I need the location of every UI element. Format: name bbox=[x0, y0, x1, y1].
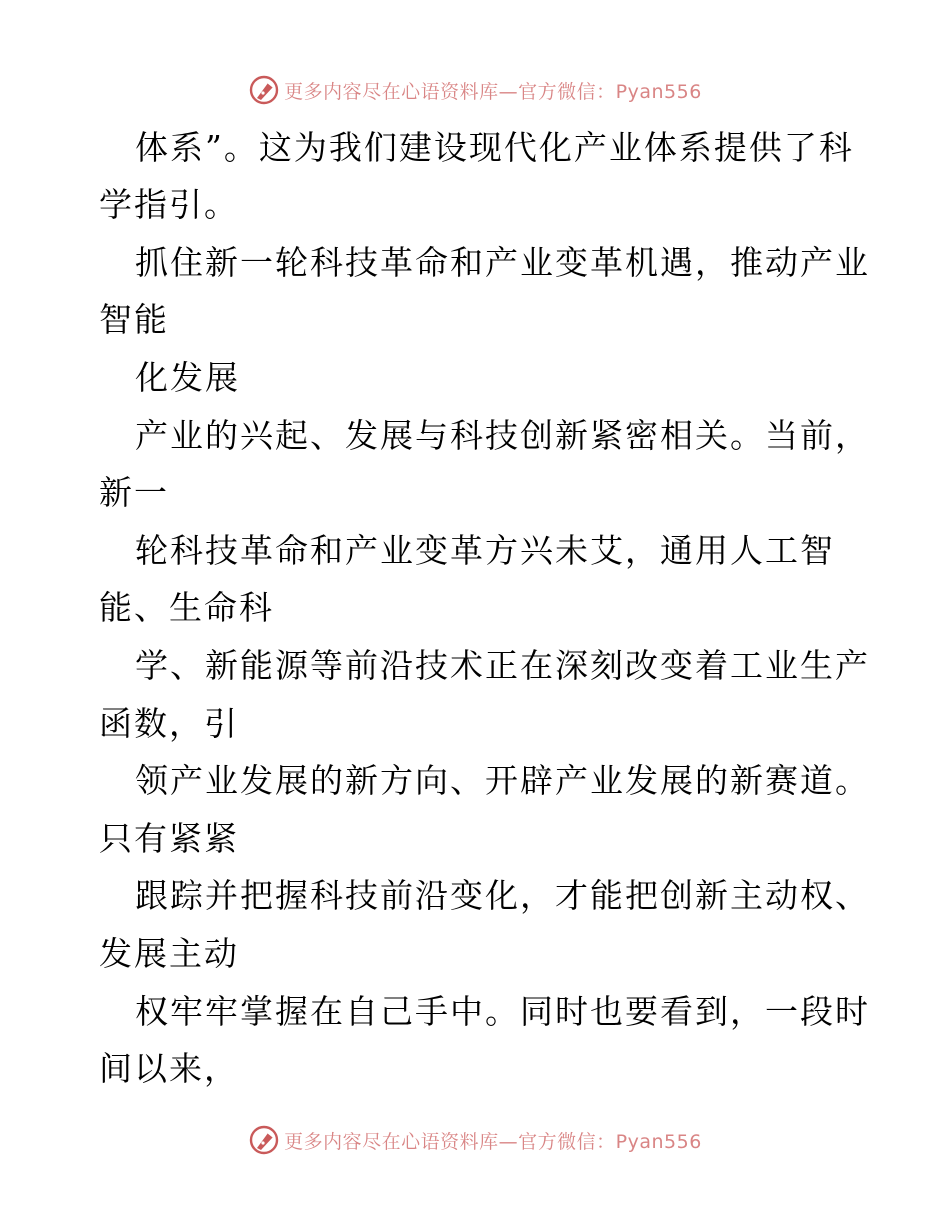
text-line: 学指引。 bbox=[99, 185, 239, 224]
text-line: 化发展 bbox=[135, 358, 240, 397]
text-line: 学、新能源等前沿技术正在深刻改变着工业生产 bbox=[135, 646, 870, 685]
watermark-text: 更多内容尽在心语资料库—官方微信：Pyan556 bbox=[284, 1130, 702, 1153]
text-line: 发展主动 bbox=[99, 934, 239, 973]
text-line: 只有紧紧 bbox=[99, 819, 239, 858]
footer-watermark bbox=[0, 1123, 950, 1157]
pen-nib-logo-icon bbox=[248, 74, 280, 106]
text-line: 权牢牢掌握在自己手中。同时也要看到，一段时 bbox=[135, 992, 870, 1031]
text-line: 领产业发展的新方向、开辟产业发展的新赛道。 bbox=[135, 761, 870, 800]
text-line: 体系”。这为我们建设现代化产业体系提供了科 bbox=[135, 128, 854, 167]
text-line: 跟踪并把握科技前沿变化，才能把创新主动权、 bbox=[135, 876, 870, 915]
pen-nib-logo-icon bbox=[248, 1124, 280, 1156]
watermark-text: 更多内容尽在心语资料库—官方微信：Pyan556 bbox=[284, 80, 702, 103]
text-line: 轮科技革命和产业变革方兴未艾，通用人工智 bbox=[135, 531, 835, 570]
text-line: 抓住新一轮科技革命和产业变革机遇，推动产业 bbox=[135, 243, 870, 282]
text-line: 函数，引 bbox=[99, 704, 239, 743]
header-watermark bbox=[0, 73, 950, 107]
text-line: 智能 bbox=[99, 300, 169, 339]
text-line: 能、生命科 bbox=[99, 588, 274, 627]
text-line: 新一 bbox=[99, 473, 169, 512]
text-line: 产业的兴起、发展与科技创新紧密相关。当前， bbox=[135, 416, 870, 455]
text-line: 间以来， bbox=[99, 1049, 239, 1088]
